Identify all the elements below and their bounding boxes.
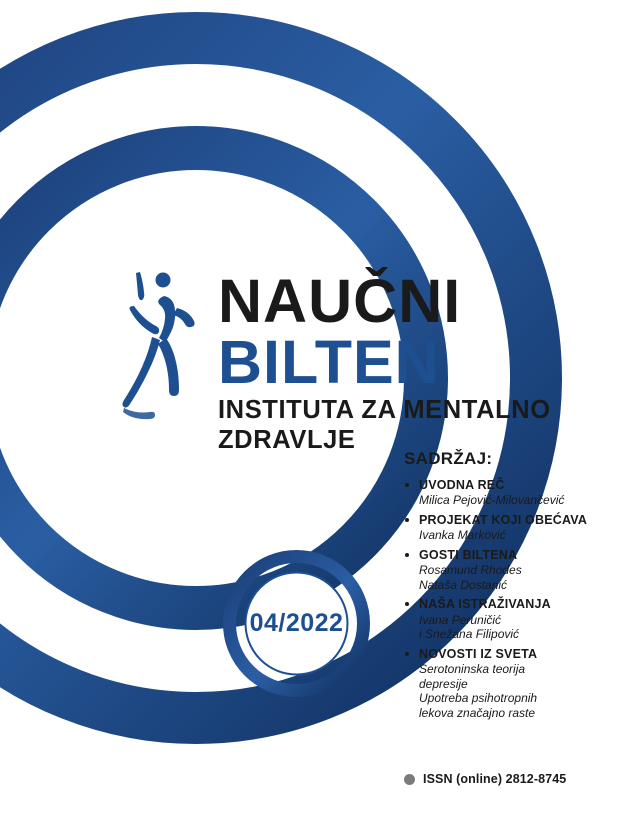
list-item (404, 597, 619, 642)
toc-entry-author: Serotoninska teorija (419, 662, 526, 676)
bullet-icon (405, 652, 409, 656)
toc-entry-author: Milica Pejović-Milovančević (419, 493, 565, 508)
toc-entry-title: NAŠA ISTRAŽIVANJA (419, 597, 551, 612)
bullet-icon (404, 774, 415, 785)
toc-entry-title: GOSTI BILTENA (419, 547, 518, 562)
bullet-icon (405, 518, 409, 522)
toc-entry-title: PROJEKAT KOJI OBEĆAVA (419, 512, 588, 527)
issn-row (404, 772, 619, 786)
list-item (404, 548, 619, 593)
toc-entry-author: Ivana Peruničić (419, 612, 502, 627)
cover-title-block (218, 267, 618, 455)
subtitle-line-2: ZDRAVLJE (218, 425, 356, 454)
list-item (404, 513, 619, 543)
toc-entry-author: Upotreba psihotropnih (419, 691, 538, 706)
toc-entry-author: Rosamund Rhodes (419, 563, 522, 577)
bullet-icon (405, 553, 409, 557)
list-item (404, 647, 619, 721)
subtitle-line-1: INSTITUTA ZA MENTALNO (218, 395, 551, 424)
toc-entry-author: i Snežana Filipović (419, 627, 520, 642)
issn-text: ISSN (online) 2812-8745 (423, 772, 567, 786)
toc-entry-title: NOVOSTI IZ SVETA (419, 646, 538, 661)
table-of-contents (404, 449, 619, 726)
bullet-icon (405, 483, 409, 487)
toc-entry-title: UVODNA REČ (419, 478, 505, 492)
toc-entry-author: depresije (419, 676, 468, 691)
title-line-bilten: BILTEN (218, 327, 440, 396)
title-line-naucni: NAUČNI (218, 267, 462, 335)
toc-entry-author: lekova značajno raste (419, 705, 536, 720)
stylized-human-figure-icon (120, 268, 210, 438)
issue-number: 04/2022 (249, 609, 344, 637)
contents-heading: SADRŽAJ: (404, 449, 493, 468)
list-item (404, 478, 619, 508)
bullet-icon (405, 602, 409, 606)
toc-entry-author: Nataša Dostanić (419, 577, 508, 592)
toc-entry-author: Ivanka Marković (419, 528, 506, 543)
